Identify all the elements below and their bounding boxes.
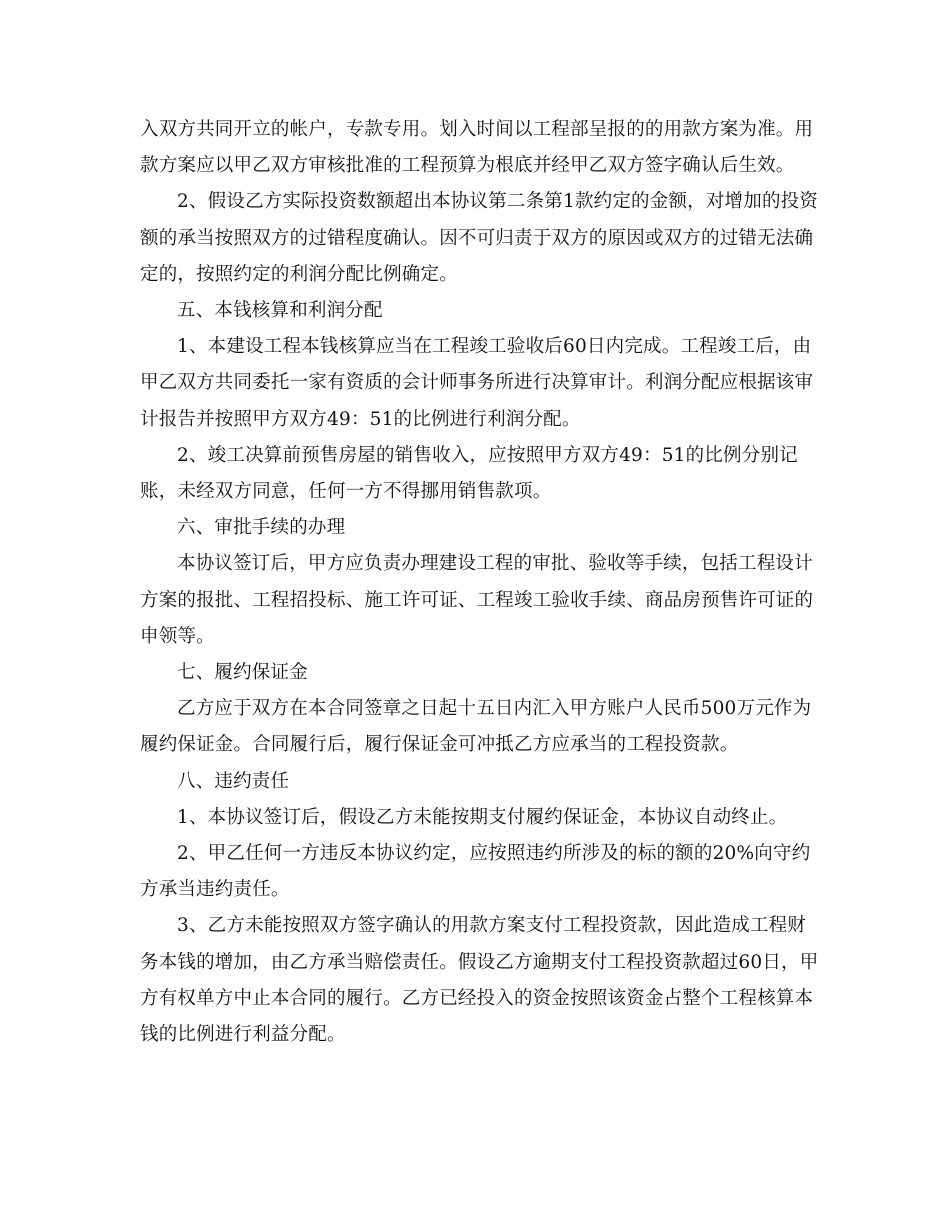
section-heading-approval: 六、审批手续的办理 <box>177 517 346 539</box>
section-heading-cost-profit: 五、本钱核算和利润分配 <box>177 300 383 322</box>
paragraph-cost-accounting: 1、本建设工程本钱核算应当在工程竣工验收后60日内完成。工程竣工后，由甲乙双方共同委托一家有资质的会计师事务所进行决算审计。利润分配应根据该审计报告并按照甲方双方49：51的比例进行利润分配。 <box>140 336 814 430</box>
section-heading-liability: 八、违约责任 <box>177 770 290 792</box>
paragraph-performance-deposit: 乙方应于双方在本合同签章之日起十五日内汇入甲方账户人民币500万元作为履约保证金。合同履行后，履行保证金可冲抵乙方应承当的工程投资款。 <box>140 698 812 756</box>
paragraph-investment-excess: 2、假设乙方实际投资数额超出本协议第二条第1款约定的金额，对增加的投资额的承当按照双方的过错程度确认。因不可归责于双方的原因或双方的过错无法确定的，按照约定的利润分配比例确定。 <box>140 191 819 285</box>
paragraph-approval-procedures: 本协议签订后，甲方应负责办理建设工程的审批、验收等手续，包括工程设计方案的报批、工程招投标、施工许可证、工程竣工验收手续、商品房预售许可证的申领等。 <box>140 553 814 647</box>
document-body <box>140 112 820 1053</box>
section-heading-deposit: 七、履约保证金 <box>177 662 308 684</box>
paragraph-continuation: 入双方共同开立的帐户，专款专用。划入时间以工程部呈报的的用款方案为准。用款方案应以甲乙双方审核批准的工程预算为根底并经甲乙双方签字确认后生效。 <box>140 119 814 177</box>
paragraph-liability-1: 1、本协议签订后，假设乙方未能按期支付履约保证金，本协议自动终止。 <box>177 806 788 828</box>
paragraph-liability-3: 3、乙方未能按照双方签字确认的用款方案支付工程投资款，因此造成工程财务本钱的增加，由乙方承当赔偿责任。假设乙方逾期支付工程投资款超过60日，甲方有权单方中止本合同的履行。乙方已经投入的资金按照该资金占整个工程核算本钱的比例进行利益分配。 <box>140 915 819 1046</box>
paragraph-liability-2: 2、甲乙任何一方违反本协议约定，应按照违约所涉及的标的额的20%向守约方承当违约责任。 <box>140 843 811 901</box>
paragraph-presale-income: 2、竣工决算前预售房屋的销售收入，应按照甲方双方49：51的比例分别记账，未经双方同意，任何一方不得挪用销售款项。 <box>140 444 798 503</box>
